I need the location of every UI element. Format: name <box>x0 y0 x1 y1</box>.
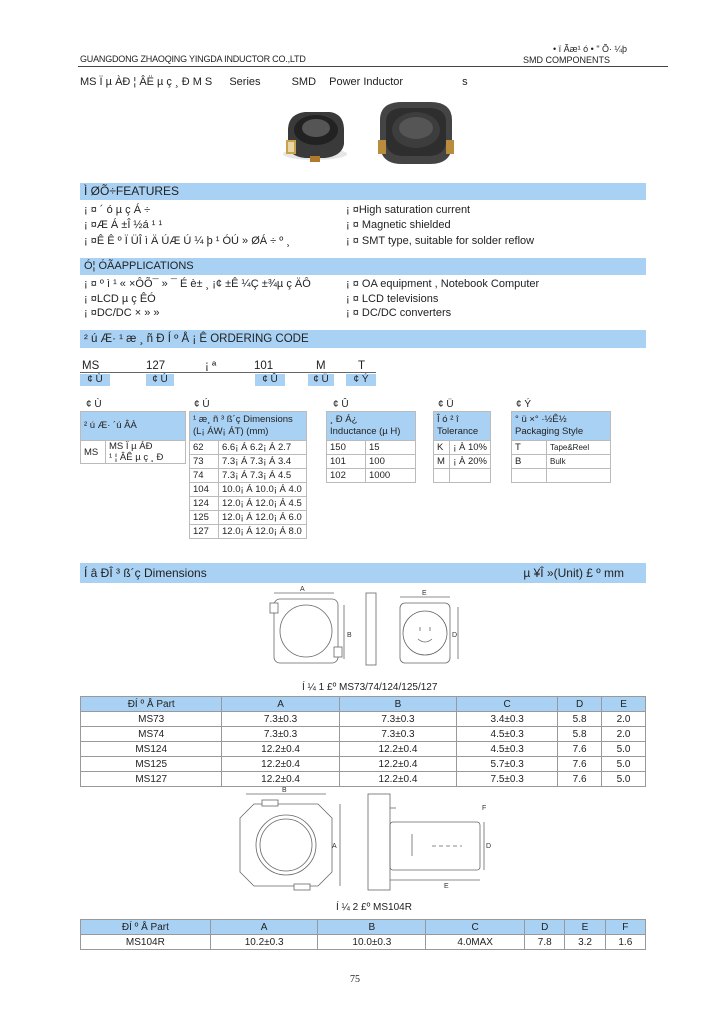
cell: 12.2±0.4 <box>222 742 339 757</box>
table2-header: D <box>525 920 565 935</box>
table-row <box>81 935 646 950</box>
page-number: 75 <box>350 974 360 985</box>
tolerance-code: M <box>434 455 450 469</box>
code-marker-2: ¢ Ú <box>146 374 174 386</box>
features-section-bar <box>80 183 646 200</box>
group5-title: ° ü ×° ·½Ê½ <box>515 414 567 425</box>
packaging-code: B <box>512 455 547 469</box>
ordering-title: ² ú Æ· ¹ æ ¸ ñ Ð Í º Å ¡ Ê ORDERING CODE <box>84 333 309 345</box>
code-part-tolerance: M <box>316 360 326 372</box>
group3-sub: Inductance (µ H) <box>330 426 401 437</box>
cell: MS124 <box>81 742 222 757</box>
cell: 12.2±0.4 <box>339 742 456 757</box>
cell: 7.3±0.3 <box>222 712 339 727</box>
table2-header: ÐÍ º Å Part <box>81 920 211 935</box>
code-part-inductance: 101 <box>254 360 274 372</box>
group3-header <box>327 412 416 441</box>
group2-header <box>190 412 307 441</box>
series-part: SMD <box>291 76 317 88</box>
group1-title: ² ú Æ· ´ú ÂÀ <box>81 412 186 441</box>
group5-table <box>511 411 611 483</box>
group1-table <box>80 411 186 464</box>
group4-sub: Tolerance <box>437 426 479 437</box>
group3-table <box>326 411 416 483</box>
series-part: Series <box>229 76 261 88</box>
drawing1-caption: Í ¼ 1 £º MS73/74/124/125/127 <box>302 682 438 693</box>
cell: 2.0 <box>602 727 646 742</box>
cell: 5.0 <box>602 742 646 757</box>
cell: 5.0 <box>602 772 646 787</box>
code-marker-3: ¢ Û <box>255 374 285 386</box>
code-part-dash: ¡ ª <box>205 360 217 372</box>
feature-left-3: ¡ ¤Ê Ê º Ï ÜÎ ì Ä ÚÆ Ú ¼ þ ¹ ÓÚ » ØÁ ÷ º ¸ <box>84 235 291 247</box>
drawing2-label-d: D <box>486 843 492 850</box>
applications-title: Ó¦ ÓÃAPPLICATIONS <box>84 260 194 272</box>
application-right-1: ¡ ¤ OA equipment , Notebook Computer <box>346 278 540 290</box>
group5-sub: Packaging Style <box>515 426 584 437</box>
cell: 7.3±0.3 <box>339 727 456 742</box>
feature-left-2: ¡ ¤Æ Á ±Î ½á ¹ ¹ <box>84 219 163 231</box>
table1-header: D <box>558 697 602 712</box>
drawing2-label-b: B <box>282 787 287 794</box>
ordering-section-bar <box>80 330 646 348</box>
group3-title: ¸ Ð Á¿ <box>330 414 358 425</box>
cell: 3.4±0.3 <box>457 712 558 727</box>
group2-marker: ¢ Ú <box>194 399 210 410</box>
group1-desc <box>106 441 186 464</box>
group5-marker: ¢ Ý <box>516 399 532 410</box>
application-right-3: ¡ ¤ DC/DC converters <box>346 307 452 319</box>
inductance-value: 15 <box>366 441 416 455</box>
code-underline <box>80 372 376 373</box>
cell: 5.8 <box>558 727 602 742</box>
header-right-top: • ï Ãæ¹ ó • " Õ· ¼þ <box>553 44 628 54</box>
tolerance-code: K <box>434 441 450 455</box>
tolerance-value: ¡ À 20% <box>450 455 491 469</box>
cell: 7.6 <box>558 757 602 772</box>
feature-right-2: ¡ ¤ Magnetic shielded <box>346 219 451 231</box>
group1-code: MS <box>81 441 106 464</box>
drawing1-label-a: A <box>300 586 305 593</box>
group2-sub: (L¡ ÁW¡ ÁT) (mm) <box>193 426 269 437</box>
table1-header: B <box>339 697 456 712</box>
application-right-2: ¡ ¤ LCD televisions <box>346 293 439 305</box>
dimensions-unit: µ ¥Î »(Unit) £ º mm <box>523 566 624 580</box>
code-marker-5: ¢ Ý <box>346 374 376 386</box>
table2-header: C <box>426 920 525 935</box>
company-name: GUANGDONG ZHAOQING YINGDA INDUCTOR CO.,LTD <box>80 54 306 64</box>
cell: 7.3±0.3 <box>222 727 339 742</box>
cell: 5.8 <box>558 712 602 727</box>
series-line <box>80 76 482 88</box>
cell: 7.3±0.3 <box>339 712 456 727</box>
cell: 4.0MAX <box>426 935 525 950</box>
applications-section-bar <box>80 258 646 275</box>
code-part-series: MS <box>82 360 100 372</box>
drawing2-label-a: A <box>332 843 337 850</box>
code-marker-4: ¢ Ü <box>308 374 334 386</box>
group4-title: Î ó ² î <box>437 414 459 425</box>
cell: 7.6 <box>558 742 602 757</box>
table2-header: A <box>210 920 318 935</box>
series-part: Power Inductor <box>329 76 404 88</box>
code-marker-1: ¢ Ù <box>80 374 110 386</box>
size-code: 127 <box>190 525 219 539</box>
dimension-drawing-1 <box>262 585 468 677</box>
size-code: 74 <box>190 469 219 483</box>
size-code: 125 <box>190 511 219 525</box>
drawing1-label-b: B <box>347 632 352 639</box>
cell: 10.0±0.3 <box>318 935 426 950</box>
cell: 7.6 <box>558 772 602 787</box>
size-dims: 10.0¡ Á 10.0¡ Á 4.0 <box>219 483 307 497</box>
feature-right-1: ¡ ¤High saturation current <box>346 204 471 216</box>
group1-desc-line2: ¹ ¦ ÂÊ µ ç ¸ Ð <box>109 452 164 463</box>
cell: MS73 <box>81 712 222 727</box>
dimension-drawing-2 <box>232 786 502 896</box>
size-dims: 7.3¡ Á 7.3¡ Á 4.5 <box>219 469 307 483</box>
drawing1-label-d: D <box>452 632 458 639</box>
drawing1-label-e: E <box>422 590 427 597</box>
size-code: 104 <box>190 483 219 497</box>
cell: 5.0 <box>602 757 646 772</box>
code-part-size: 127 <box>146 360 166 372</box>
group1-desc-line1: MS Ï µ ÁÐ <box>109 441 153 452</box>
cell: 10.2±0.3 <box>210 935 318 950</box>
features-title: Ì ØÕ÷FEATURES <box>84 184 180 198</box>
group2-title: ¹ æ¸ ñ ³ ß´ç Dimensions <box>193 414 293 425</box>
series-part: s <box>462 76 468 88</box>
table-row <box>81 742 646 757</box>
cell: 4.5±0.3 <box>457 727 558 742</box>
dimensions-section-bar <box>80 563 646 583</box>
drawing2-caption: Í ¼ 2 £º MS104R <box>336 902 412 913</box>
cell: 7.8 <box>525 935 565 950</box>
header-divider <box>78 66 668 67</box>
feature-right-3: ¡ ¤ SMT type, suitable for solder reflow <box>346 235 535 247</box>
inductance-code: 101 <box>327 455 366 469</box>
size-code: 73 <box>190 455 219 469</box>
dimensions-table-1 <box>80 696 646 787</box>
table1-header: ÐÍ º Å Part <box>81 697 222 712</box>
cell: 1.6 <box>605 935 645 950</box>
size-dims: 7.3¡ Á 7.3¡ Á 3.4 <box>219 455 307 469</box>
cell: 3.2 <box>565 935 605 950</box>
application-left-3: ¡ ¤DC/DC × » » <box>84 307 160 319</box>
packaging-code: T <box>512 441 547 455</box>
packaging-value: Bulk <box>547 455 611 469</box>
size-dims: 12.0¡ Á 12.0¡ Á 6.0 <box>219 511 307 525</box>
table2-header: E <box>565 920 605 935</box>
group4-header <box>434 412 491 441</box>
table2-header: B <box>318 920 426 935</box>
table1-header: C <box>457 697 558 712</box>
table-row <box>81 757 646 772</box>
size-dims: 12.0¡ Á 12.0¡ Á 4.5 <box>219 497 307 511</box>
group5-header <box>512 412 611 441</box>
group4-marker: ¢ Ü <box>438 399 454 410</box>
inductance-value: 1000 <box>366 469 416 483</box>
series-part: MS Ï µ ÀÐ ¦ ÂË µ ç ¸ Ð M S <box>80 76 213 88</box>
cell: 12.2±0.4 <box>222 757 339 772</box>
table-row <box>81 727 646 742</box>
cell: 7.5±0.3 <box>457 772 558 787</box>
cell: 5.7±0.3 <box>457 757 558 772</box>
dimensions-title: Í â ÐÎ ³ ß´ç Dimensions <box>84 566 207 580</box>
size-dims: 6.6¡ Á 6.2¡ Á 2.7 <box>219 441 307 455</box>
size-code: 124 <box>190 497 219 511</box>
table-row <box>81 712 646 727</box>
table1-header: E <box>602 697 646 712</box>
cell: MS104R <box>81 935 211 950</box>
packaging-value: Tape&Reel <box>547 441 611 455</box>
cell: 12.2±0.4 <box>339 757 456 772</box>
size-code: 62 <box>190 441 219 455</box>
group1-marker: ¢ Ù <box>86 399 102 410</box>
cell: MS125 <box>81 757 222 772</box>
inductance-code: 102 <box>327 469 366 483</box>
table-row <box>81 772 646 787</box>
cell: MS74 <box>81 727 222 742</box>
group3-marker: ¢ Û <box>333 399 349 410</box>
drawing2-label-e: E <box>444 883 449 890</box>
cell: 2.0 <box>602 712 646 727</box>
table2-header: F <box>605 920 645 935</box>
size-dims: 12.0¡ Á 12.0¡ Á 8.0 <box>219 525 307 539</box>
dimensions-table-2 <box>80 919 646 950</box>
group4-table <box>433 411 491 483</box>
application-left-1: ¡ ¤ º ì ¹ « ×ÔÕ¯ » ¯ É è± ¸ ¡¢ ±Ê ¼Ç ±¾µ ç ÄÔ <box>84 278 311 290</box>
feature-left-1: ¡ ¤ ´ ó µ ç Á ÷ <box>84 204 151 216</box>
cell: MS127 <box>81 772 222 787</box>
product-photo <box>270 100 470 170</box>
application-left-2: ¡ ¤LCD µ ç ÊÓ <box>84 293 156 305</box>
cell: 12.2±0.4 <box>222 772 339 787</box>
tolerance-value: ¡ À 10% <box>450 441 491 455</box>
code-part-packaging: T <box>358 360 366 372</box>
inductance-value: 100 <box>366 455 416 469</box>
inductance-code: 150 <box>327 441 366 455</box>
cell: 12.2±0.4 <box>339 772 456 787</box>
header-right-bottom: SMD COMPONENTS <box>523 55 611 65</box>
table1-header: A <box>222 697 339 712</box>
drawing2-label-f: F <box>482 805 487 812</box>
group2-table <box>189 411 307 539</box>
cell: 4.5±0.3 <box>457 742 558 757</box>
